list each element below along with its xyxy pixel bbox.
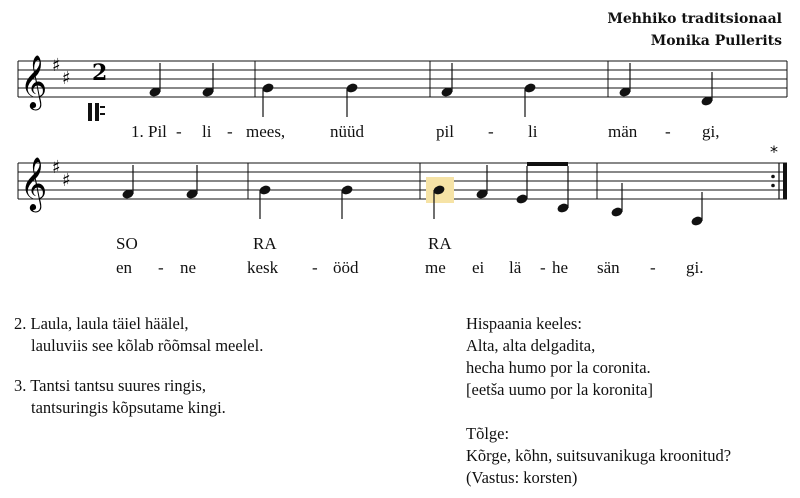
lyric-syllable: - — [158, 258, 164, 277]
lyric-syllable: li — [528, 122, 538, 141]
verse-line: tantsuringis kõpsutame kingi. — [31, 398, 226, 417]
lyric-syllable: kesk — [247, 258, 279, 277]
additional-verses — [14, 313, 263, 437]
lyric-syllable: ööd — [333, 258, 359, 277]
staff-1 — [18, 61, 787, 97]
lyric-syllable: - — [540, 258, 546, 277]
lyric-syllable: me — [425, 258, 446, 277]
pronunciation-line: [eetša uumo por la koronita] — [466, 380, 653, 399]
note — [440, 63, 453, 98]
note — [475, 165, 488, 200]
verse-line: 2. Laula, laula täiel häälel, — [14, 314, 189, 333]
lyric-syllable: gi, — [702, 122, 720, 141]
lyric-syllable: sän — [597, 258, 620, 277]
lyric-syllable: - — [488, 122, 494, 141]
arranger-label: Monika Pullerits — [650, 33, 782, 49]
svg-text:♯: ♯ — [52, 157, 61, 178]
lyric-syllable: - — [312, 258, 318, 277]
note — [185, 165, 198, 200]
svg-text:♯: ♯ — [52, 55, 61, 76]
verse-2 — [14, 313, 263, 357]
svg-text:♯: ♯ — [62, 68, 71, 89]
note — [618, 63, 631, 98]
note — [610, 183, 623, 218]
origin-label: Mehhiko traditsionaal — [607, 11, 782, 27]
lyric-syllable: - — [665, 122, 671, 141]
lyric-syllable: - — [650, 258, 656, 277]
lyric-syllable: - — [176, 122, 182, 141]
key-signature-1 — [52, 55, 71, 89]
note — [340, 184, 353, 219]
time-signature: 2 — [92, 60, 108, 86]
verse-line: 3. Tantsi tantsu suures ringis, — [14, 376, 206, 395]
note — [523, 82, 536, 117]
solfege-syllable: SO — [116, 234, 138, 253]
solfege-line — [116, 234, 452, 253]
lyric-syllable: he — [552, 258, 569, 277]
lyrics-system-2 — [116, 258, 703, 277]
lyric-syllable: ne — [180, 258, 197, 277]
spanish-line: Alta, alta delgadita, — [466, 336, 596, 355]
spanish-line: hecha humo por la coronita. — [466, 358, 651, 377]
lyric-syllable: män — [608, 122, 638, 141]
treble-clef-icon: 𝄞 — [20, 54, 48, 108]
note — [201, 63, 214, 98]
svg-text:♯: ♯ — [62, 170, 71, 191]
lyric-syllable: pil — [436, 122, 454, 141]
note — [690, 192, 703, 227]
percussion-clef-icon — [88, 103, 105, 121]
key-signature-2 — [52, 157, 71, 191]
lyrics-system-1 — [148, 122, 719, 141]
translation-line: Kõrge, kõhn, suitsuvanikuga kroonitud? — [466, 446, 732, 465]
note — [700, 72, 713, 107]
notes-system-1 — [148, 63, 713, 117]
verse-line: lauluviis see kõlab rõõmsal meelel. — [31, 336, 264, 355]
footnote-asterisk: * — [770, 142, 778, 161]
spanish-heading: Hispaania keeles: — [466, 314, 582, 333]
lyric-syllable: li — [202, 122, 212, 141]
lyric-syllable: nüüd — [330, 122, 364, 141]
verse-number: 1. — [131, 122, 144, 141]
note — [345, 82, 358, 117]
lyric-syllable: gi. — [686, 258, 704, 277]
solfege-syllable: RA — [253, 234, 277, 253]
lyric-syllable: en — [116, 258, 133, 277]
lyric-syllable: mees, — [246, 122, 286, 141]
lyric-syllable: lä — [509, 258, 522, 277]
note — [121, 165, 134, 200]
note — [258, 184, 271, 219]
translation-heading: Tõlge: — [466, 424, 510, 443]
lyric-syllable: ei — [472, 258, 485, 277]
answer-line: (Vastus: korsten) — [466, 468, 578, 487]
lyric-syllable: - — [227, 122, 233, 141]
note — [148, 63, 161, 98]
verse-3 — [14, 375, 263, 419]
beam — [527, 162, 568, 166]
note — [261, 82, 274, 117]
lyric-syllable: Pil — [148, 122, 167, 141]
spanish-riddle — [466, 313, 731, 489]
solfege-syllable: RA — [428, 234, 452, 253]
treble-clef-icon: 𝄞 — [20, 156, 48, 210]
